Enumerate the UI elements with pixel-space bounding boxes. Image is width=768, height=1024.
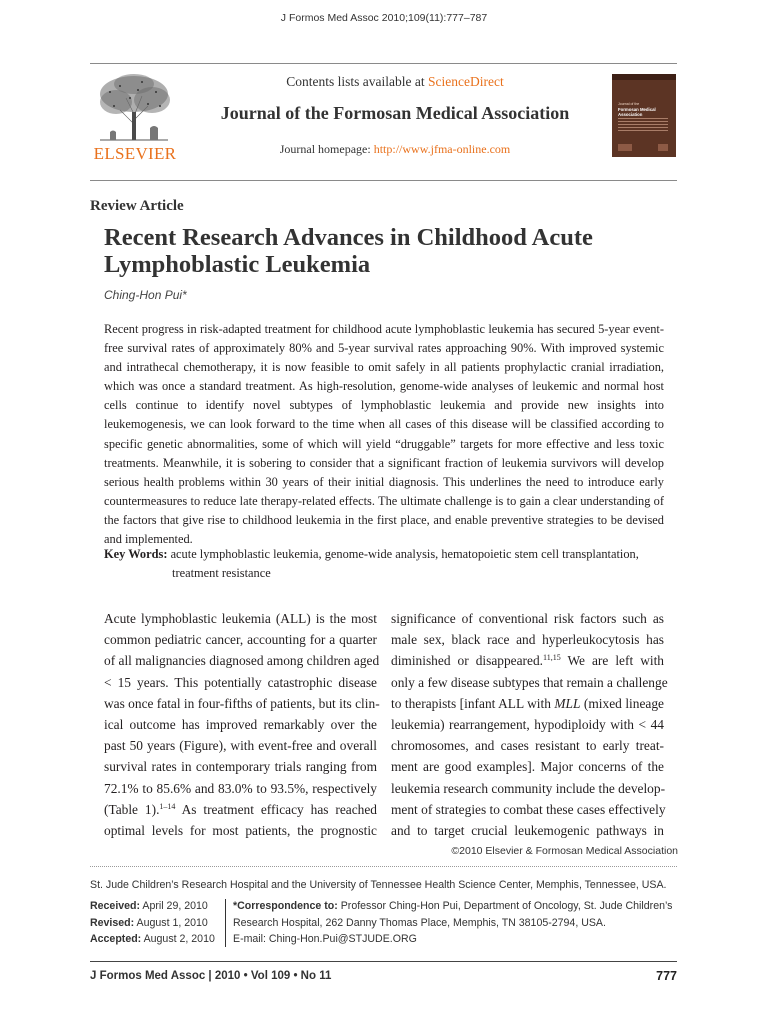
body-column-right xyxy=(391,608,668,841)
body-line-with-citation xyxy=(391,650,664,671)
author-name: Ching-Hon Pui* xyxy=(104,288,187,302)
body-column-left xyxy=(104,608,380,841)
body-text: diminished or disappeared. xyxy=(391,653,543,669)
cover-logo-mark xyxy=(618,144,632,151)
affiliation: St. Jude Children’s Research Hospital and the University of Tennessee Health Science Center, Memphis, Tennessee, USA. xyxy=(90,879,667,891)
footer-rule xyxy=(90,961,677,962)
accepted-date xyxy=(90,931,220,948)
citation-superscript: 11,15 xyxy=(542,653,561,663)
gene-name: MLL xyxy=(554,695,581,711)
cover-band xyxy=(612,74,676,80)
cover-title: Formosan Medical Association xyxy=(618,107,656,117)
cover-small-text: Journal of the xyxy=(618,102,640,106)
article-title xyxy=(104,224,664,278)
cover-logo-mark-2 xyxy=(658,144,668,151)
accepted-label: Accepted: xyxy=(90,933,142,945)
contents-line xyxy=(185,74,605,90)
body-line: ical outcome has improved remarkably over the xyxy=(104,717,377,733)
article-title-line-2: Lymphoblastic Leukemia xyxy=(104,251,371,278)
body-line: leukemia research community include the develop- xyxy=(391,780,666,796)
cover-text-lines xyxy=(618,118,668,133)
body-line: male sex, black race and hyperleukocytosis has xyxy=(391,632,664,648)
correspondence-line-1 xyxy=(233,898,683,915)
article-dates xyxy=(90,898,220,948)
body-line: was once fatal in four-fifths of patients, but its clin- xyxy=(104,695,380,711)
body-text: to therapists [infant ALL with xyxy=(391,695,555,711)
revised-label: Revised: xyxy=(90,916,135,929)
body-line: only a few disease subtypes that remain a challenge xyxy=(391,674,668,690)
dates-divider xyxy=(225,899,226,947)
body-text: We are left with xyxy=(560,653,664,669)
body-line: Acute lymphoblastic leukemia (ALL) is the most xyxy=(104,611,377,626)
masthead-bottom-rule xyxy=(90,180,677,181)
homepage-link[interactable]: http://www.jfma-online.com xyxy=(373,142,511,156)
homepage-prefix: Journal homepage: xyxy=(279,142,374,156)
body-line: chromosomes, and cases resistant to early treat- xyxy=(391,738,664,754)
accepted-value: August 2, 2010 xyxy=(141,933,215,945)
dotted-divider xyxy=(90,866,677,867)
journal-title: Journal of the Formosan Medical Association xyxy=(220,103,570,123)
body-line: of all malignancies diagnosed among children aged xyxy=(104,653,380,669)
correspondence-email[interactable]: E-mail: Ching-Hon.Pui@STJUDE.ORG xyxy=(233,933,417,945)
body-line: < 15 years. This potentially catastrophic disease xyxy=(104,674,377,690)
received-date xyxy=(90,898,220,915)
body-line-with-gene xyxy=(391,693,664,714)
journal-cover-image xyxy=(612,74,676,157)
revised-date xyxy=(90,915,220,932)
publisher-name: ELSEVIER xyxy=(93,144,177,163)
contents-prefix: Contents lists available at xyxy=(286,74,428,89)
received-label: Received: xyxy=(90,900,141,912)
citation-superscript: 1–14 xyxy=(159,801,176,811)
body-line: common pediatric cancer, accounting for a quarter xyxy=(104,632,377,648)
article-type: Review Article xyxy=(90,198,184,214)
body-line: optimal levels for most patients, the prognostic xyxy=(104,823,377,839)
correspondence xyxy=(233,898,683,948)
article-title-line-1: Recent Research Advances in Childhood Acute xyxy=(104,224,593,251)
body-line: significance of conventional risk factors such as xyxy=(391,611,664,626)
correspondence-label: *Correspondence to: xyxy=(233,900,338,912)
correspondence-text: Professor Ching-Hon Pui, Department of Oncology, St. Jude Children’s xyxy=(337,900,673,912)
body-line: leukemia) rearrangement, hypodiploidy with < 44 xyxy=(391,717,664,733)
copyright-notice: ©2010 Elsevier & Formosan Medical Association xyxy=(451,845,678,857)
body-text: (mixed lineage xyxy=(580,695,664,711)
revised-value: August 1, 2010 xyxy=(134,916,208,929)
body-line: ment are good examples]. Major concerns of the xyxy=(391,759,664,775)
sciencedirect-link[interactable]: ScienceDirect xyxy=(428,74,504,89)
correspondence-line-2: Research Hospital, 262 Danny Thomas Place, Memphis, TN 38105-2794, USA. xyxy=(233,916,606,929)
footer-citation: J Formos Med Assoc | 2010 • Vol 109 • No 11 xyxy=(90,970,332,982)
body-line-with-citation xyxy=(104,799,377,820)
keywords xyxy=(104,545,669,583)
body-line: survival rates in contemporary trials ranging from xyxy=(104,759,377,775)
body-text: (Table 1). xyxy=(104,801,160,817)
running-head: J Formos Med Assoc 2010;109(11):777–787 xyxy=(280,12,488,24)
keywords-label: Key Words: xyxy=(104,547,168,561)
body-line: ment of strategies to combat these cases effectively xyxy=(391,801,666,817)
body-line: and to target crucial leukemogenic pathways in xyxy=(391,823,664,839)
page-number: 777 xyxy=(656,969,677,983)
keywords-line-1: acute lymphoblastic leukemia, genome-wide analysis, hematopoietic stem cell transplantation, xyxy=(170,547,639,561)
homepage-line xyxy=(185,142,605,157)
received-value: April 29, 2010 xyxy=(140,900,208,912)
body-line: 72.1% to 85.6% and 83.0% to 93.5%, respectively xyxy=(104,780,377,796)
keywords-line-2: treatment resistance xyxy=(172,566,271,580)
body-line: past 50 years (Figure), with event-free and overall xyxy=(104,738,377,754)
body-text: As treatment efficacy has reached xyxy=(175,801,378,817)
abstract: Recent progress in risk-adapted treatment for childhood acute lymphoblastic leukemia has secured 5-year event-free survival rates of approximately 80% and 5-year survival rates approaching 90%. With improved systemic and intrathecal chemotherapy, it is now feasible to omit safely in all patients prophylactic cranial irradiation, which was once a standard treatment. As high-resolution, genome-wide analyses of leukemic and normal host cells continue to identify novel subtypes of lymphoblastic leukemia and provide new insights into leukemogenesis, we can look forward to the time when all cases of this disease will be classified according to specific genetic abnormalities, some of which will yield “druggable” targets for more effective and less toxic treatments. Meanwhile, it is sobering to consider that a significant fraction of leukemia survivors will develop serious health problems within 30 years of their initial diagnosis. This underlines the need to introduce early countermeasures to reduce late therapy-related effects. The ultimate challenge is to gain a clear understanding of the factors that give rise to childhood leukemia in the first place, and enable preventive strategies to be devised and implemented. xyxy=(104,322,664,547)
masthead-top-rule xyxy=(90,63,677,64)
